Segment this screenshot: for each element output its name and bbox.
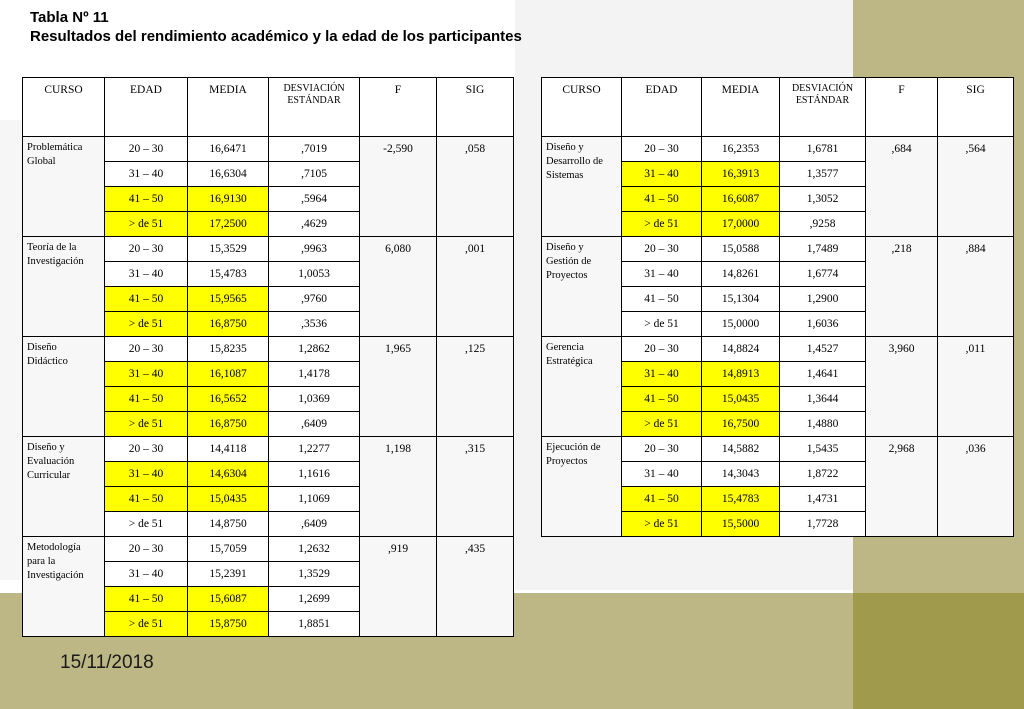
f-cell: 3,960 [866,337,938,437]
edad-cell: > de 51 [622,412,702,437]
table-row [23,437,514,462]
desviacion-cell: ,3536 [269,312,360,337]
f-cell: ,684 [866,137,938,237]
header-media: MEDIA [188,78,269,137]
sig-cell: ,125 [437,337,514,437]
media-cell: 15,0588 [702,237,780,262]
media-cell: 17,0000 [702,212,780,237]
table-body [542,137,1014,537]
header-edad: EDAD [105,78,188,137]
desviacion-cell: 1,6036 [780,312,866,337]
f-cell: 6,080 [360,237,437,337]
edad-cell: 41 – 50 [105,587,188,612]
desviacion-cell: ,6409 [269,512,360,537]
edad-cell: 20 – 30 [622,437,702,462]
edad-cell: 31 – 40 [105,562,188,587]
desviacion-cell: 1,0053 [269,262,360,287]
desviacion-cell: 1,7728 [780,512,866,537]
media-cell: 16,8750 [188,312,269,337]
desviacion-cell: 1,7489 [780,237,866,262]
edad-cell: > de 51 [105,312,188,337]
desviacion-cell: 1,3052 [780,187,866,212]
curso-cell: Gerencia Estratégica [542,337,622,437]
media-cell: 16,9130 [188,187,269,212]
header-row [23,78,514,137]
edad-cell: 31 – 40 [105,462,188,487]
desviacion-cell: ,6409 [269,412,360,437]
media-cell: 14,4118 [188,437,269,462]
header-desviacion: DESVIACIÓN ESTÁNDAR [269,78,360,137]
media-cell: 15,5000 [702,512,780,537]
header-row [542,78,1014,137]
sig-cell: ,058 [437,137,514,237]
desviacion-cell: ,7105 [269,162,360,187]
header-f: F [360,78,437,137]
media-cell: 15,8235 [188,337,269,362]
media-cell: 14,6304 [188,462,269,487]
media-cell: 15,6087 [188,587,269,612]
desviacion-cell: 1,2862 [269,337,360,362]
edad-cell: 20 – 30 [622,137,702,162]
media-cell: 15,4783 [188,262,269,287]
edad-cell: > de 51 [105,212,188,237]
edad-cell: 20 – 30 [105,537,188,562]
header-sig: SIG [938,78,1014,137]
desviacion-cell: 1,1069 [269,487,360,512]
curso-cell: Metodología para la Investigación [23,537,105,637]
table-row [542,437,1014,462]
edad-cell: 20 – 30 [622,237,702,262]
desviacion-cell: 1,2277 [269,437,360,462]
desviacion-cell: 1,4527 [780,337,866,362]
sig-cell: ,315 [437,437,514,537]
edad-cell: 41 – 50 [105,287,188,312]
media-cell: 16,2353 [702,137,780,162]
edad-cell: > de 51 [622,512,702,537]
desviacion-cell: 1,1616 [269,462,360,487]
edad-cell: 31 – 40 [622,462,702,487]
edad-cell: > de 51 [622,312,702,337]
media-cell: 16,3913 [702,162,780,187]
header-sig: SIG [437,78,514,137]
desviacion-cell: 1,8851 [269,612,360,637]
sig-cell: ,564 [938,137,1014,237]
table-body [23,137,514,637]
media-cell: 16,6087 [702,187,780,212]
media-cell: 15,9565 [188,287,269,312]
edad-cell: > de 51 [105,512,188,537]
table-row [23,337,514,362]
results-table-right [541,77,1014,537]
edad-cell: 31 – 40 [105,162,188,187]
edad-cell: 41 – 50 [622,387,702,412]
edad-cell: > de 51 [105,612,188,637]
media-cell: 14,5882 [702,437,780,462]
edad-cell: 41 – 50 [622,187,702,212]
media-cell: 16,8750 [188,412,269,437]
media-cell: 15,3529 [188,237,269,262]
curso-cell: Diseño y Evaluación Curricular [23,437,105,537]
header-edad: EDAD [622,78,702,137]
edad-cell: 20 – 30 [105,137,188,162]
desviacion-cell: ,4629 [269,212,360,237]
media-cell: 15,0435 [188,487,269,512]
table-row [542,237,1014,262]
desviacion-cell: 1,6781 [780,137,866,162]
desviacion-cell: ,9258 [780,212,866,237]
desviacion-cell: ,9963 [269,237,360,262]
desviacion-cell: 1,5435 [780,437,866,462]
header-curso: CURSO [23,78,105,137]
table-caption: Resultados del rendimiento académico y la edad de los participantes [30,28,522,45]
sig-cell: ,001 [437,237,514,337]
desviacion-cell: 1,4641 [780,362,866,387]
media-cell: 15,1304 [702,287,780,312]
slide-title [30,8,522,46]
media-cell: 15,7059 [188,537,269,562]
f-cell: ,218 [866,237,938,337]
f-cell: 1,965 [360,337,437,437]
results-table-left [22,77,514,637]
media-cell: 16,6304 [188,162,269,187]
media-cell: 14,8824 [702,337,780,362]
edad-cell: > de 51 [105,412,188,437]
desviacion-cell: 1,2699 [269,587,360,612]
header-desviacion: DESVIACIÓN ESTÁNDAR [780,78,866,137]
desviacion-cell: 1,2900 [780,287,866,312]
table-row [23,137,514,162]
desviacion-cell: 1,4178 [269,362,360,387]
edad-cell: 20 – 30 [105,237,188,262]
media-cell: 14,8750 [188,512,269,537]
sig-cell: ,036 [938,437,1014,537]
sig-cell: ,435 [437,537,514,637]
edad-cell: 41 – 50 [105,187,188,212]
desviacion-cell: ,7019 [269,137,360,162]
media-cell: 16,1087 [188,362,269,387]
curso-cell: Diseño y Desarrollo de Sistemas [542,137,622,237]
edad-cell: 41 – 50 [622,287,702,312]
desviacion-cell: 1,3577 [780,162,866,187]
table-row [542,137,1014,162]
f-cell: -2,590 [360,137,437,237]
media-cell: 14,8913 [702,362,780,387]
desviacion-cell: 1,4880 [780,412,866,437]
table-row [542,337,1014,362]
background-band-corner [853,593,1024,709]
desviacion-cell: 1,8722 [780,462,866,487]
header-f: F [866,78,938,137]
edad-cell: 41 – 50 [105,487,188,512]
header-media: MEDIA [702,78,780,137]
media-cell: 17,2500 [188,212,269,237]
desviacion-cell: 1,3529 [269,562,360,587]
edad-cell: 20 – 30 [105,437,188,462]
media-cell: 15,8750 [188,612,269,637]
media-cell: 15,0000 [702,312,780,337]
media-cell: 16,7500 [702,412,780,437]
table-row [23,237,514,262]
table-number: Tabla Nº 11 [30,9,109,26]
media-cell: 16,6471 [188,137,269,162]
media-cell: 15,0435 [702,387,780,412]
media-cell: 16,5652 [188,387,269,412]
desviacion-cell: 1,6774 [780,262,866,287]
curso-cell: Problemática Global [23,137,105,237]
curso-cell: Teoría de la Investigación [23,237,105,337]
media-cell: 14,3043 [702,462,780,487]
edad-cell: 31 – 40 [622,362,702,387]
header-curso: CURSO [542,78,622,137]
desviacion-cell: 1,4731 [780,487,866,512]
media-cell: 15,2391 [188,562,269,587]
table-row [23,537,514,562]
edad-cell: 31 – 40 [622,262,702,287]
curso-cell: Ejecución de Proyectos [542,437,622,537]
edad-cell: > de 51 [622,212,702,237]
sig-cell: ,884 [938,237,1014,337]
media-cell: 14,8261 [702,262,780,287]
desviacion-cell: ,5964 [269,187,360,212]
desviacion-cell: ,9760 [269,287,360,312]
desviacion-cell: 1,2632 [269,537,360,562]
edad-cell: 31 – 40 [105,362,188,387]
edad-cell: 20 – 30 [105,337,188,362]
f-cell: ,919 [360,537,437,637]
edad-cell: 41 – 50 [622,487,702,512]
edad-cell: 20 – 30 [622,337,702,362]
media-cell: 15,4783 [702,487,780,512]
desviacion-cell: 1,3644 [780,387,866,412]
edad-cell: 31 – 40 [105,262,188,287]
curso-cell: Diseño y Gestión de Proyectos [542,237,622,337]
edad-cell: 31 – 40 [622,162,702,187]
f-cell: 2,968 [866,437,938,537]
sig-cell: ,011 [938,337,1014,437]
curso-cell: Diseño Didáctico [23,337,105,437]
desviacion-cell: 1,0369 [269,387,360,412]
f-cell: 1,198 [360,437,437,537]
slide-date: 15/11/2018 [60,652,154,673]
edad-cell: 41 – 50 [105,387,188,412]
